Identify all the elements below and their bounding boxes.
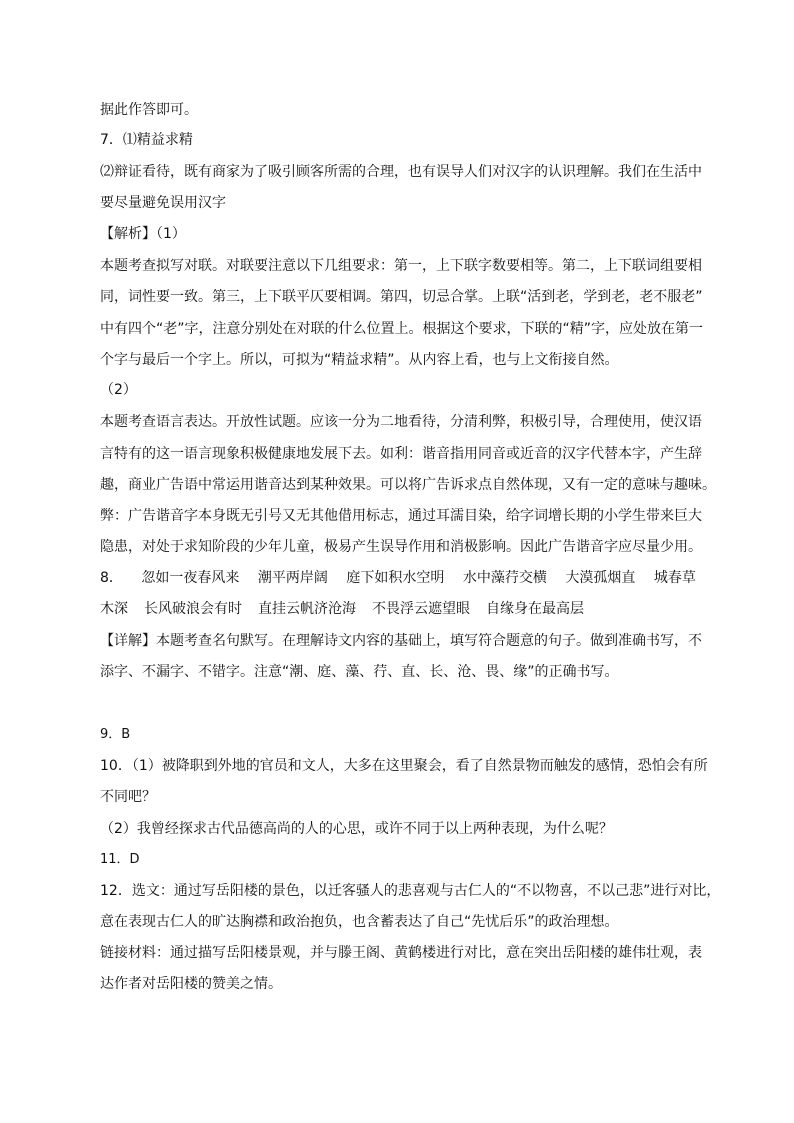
poem-answer: 木深 bbox=[100, 601, 128, 617]
text-line: 不同吧？ bbox=[100, 789, 156, 805]
poem-answer: 水中藻荇交横 bbox=[462, 570, 547, 586]
answer-7-1: 7．⑴精益求精 bbox=[100, 132, 193, 148]
text-line: 要尽量避免误用汉字 bbox=[100, 195, 226, 211]
text-line: 添字、不漏字、不错字。注意“潮、庭、藻、荇、直、长、沧、畏、缘”的正确书写。 bbox=[100, 664, 619, 680]
text-line: 据此作答即可。 bbox=[100, 102, 198, 118]
detail-line: 【详解】本题考查名句默写。在理解诗文内容的基础上，填写符合题意的句子。做到准确书写，不 bbox=[100, 633, 702, 649]
answer-9: 9．B bbox=[100, 727, 131, 742]
text-line: 隐患，对处于求知阶段的少年儿童，极易产生误导作用和消极影响。因此广告谐音字应尽量少用。 bbox=[100, 539, 702, 555]
poem-answer: 自缘身在最高层 bbox=[486, 601, 584, 617]
text-line: 言特有的这一语言现象积极健康地发展下去。如利：谐音指用同音或近音的汉字代替本字，产生辞 bbox=[100, 446, 702, 462]
analysis-heading: 【解析】（1） bbox=[100, 226, 186, 242]
answer-12-link: 链接材料：通过描写岳阳楼景观，并与滕王阁、黄鹤楼进行对比，意在突出岳阳楼的雄伟壮观，表 bbox=[100, 945, 702, 961]
poem-answer: 忽如一夜春风来 bbox=[141, 570, 240, 586]
answer-7-2: ⑵辩证看待，既有商家为了吸引顾客所需的合理，也有误导人们对汉字的认识理解。我们在生活中 bbox=[100, 164, 702, 180]
text-line: 弊：广告谐音字本身既无引号又无其他借用标志，通过耳濡目染，给字词增长期的小学生带来巨大 bbox=[100, 508, 702, 524]
poem-answer: 直挂云帆济沧海 bbox=[258, 601, 356, 617]
poem-answer: 潮平两岸阔 bbox=[257, 570, 328, 586]
text-line: 意在表现古仁人的旷达胸襟和政治抱负，也含蓄表达了自己“先忧后乐”的政治理想。 bbox=[100, 914, 619, 930]
text-line: 本题考查拟写对联。对联要注意以下几组要求：第一，上下联字数要相等。第二，上下联词组要相 bbox=[100, 258, 702, 274]
text-line: 个字与最后一个字上。所以，可拟为“精益求精”。从内容上看，也与上文衔接自然。 bbox=[100, 352, 619, 368]
answer-8-row1 bbox=[100, 568, 696, 588]
answer-8-row2 bbox=[100, 599, 584, 619]
poem-answer: 城春草 bbox=[653, 570, 696, 586]
poem-answer: 大漠孤烟直 bbox=[565, 570, 636, 586]
answer-10-1: 10．（1）被降职到外地的官员和文人，大多在这里聚会，看了自然景物而触发的感情，恐怕会有所 bbox=[100, 758, 708, 774]
text-line: 达作者对岳阳楼的赞美之情。 bbox=[100, 976, 282, 992]
answer-12-text: 12．选文：通过写岳阳楼的景色，以迁客骚人的悲喜观与古仁人的“不以物喜，不以己悲”进行对比， bbox=[100, 883, 721, 899]
answer-11: 11．D bbox=[100, 852, 140, 867]
text-line: 中有四个“老”字，注意分别处在对联的什么位置上。根据这个要求，下联的“精”字，应处放在第一 bbox=[100, 321, 704, 337]
poem-answer: 庭下如积水空明 bbox=[346, 570, 445, 586]
poem-answer: 长风破浪会有时 bbox=[144, 601, 242, 617]
answer-10-2: （2）我曾经探求古代品德高尚的人的心思，或许不同于以上两种表现，为什么呢？ bbox=[100, 821, 613, 837]
text-line: 趣，商业广告语中常运用谐音达到某种效果。可以将广告诉求点自然体现，又有一定的意味与趣味。 bbox=[100, 477, 716, 493]
text-line: 同，词性要一致。第三，上下联平仄要相调。第四，切忌合掌。上联“活到老，学到老，老不服老” bbox=[100, 289, 703, 305]
analysis-subheading: （2） bbox=[100, 382, 137, 398]
poem-answer: 不畏浮云遮望眼 bbox=[372, 601, 470, 617]
text-line: 本题考查语言表达。开放性试题。应该一分为二地看待，分清利弊，积极引导，合理使用，使汉语 bbox=[100, 414, 702, 430]
question-8-label: 8． bbox=[100, 570, 123, 586]
